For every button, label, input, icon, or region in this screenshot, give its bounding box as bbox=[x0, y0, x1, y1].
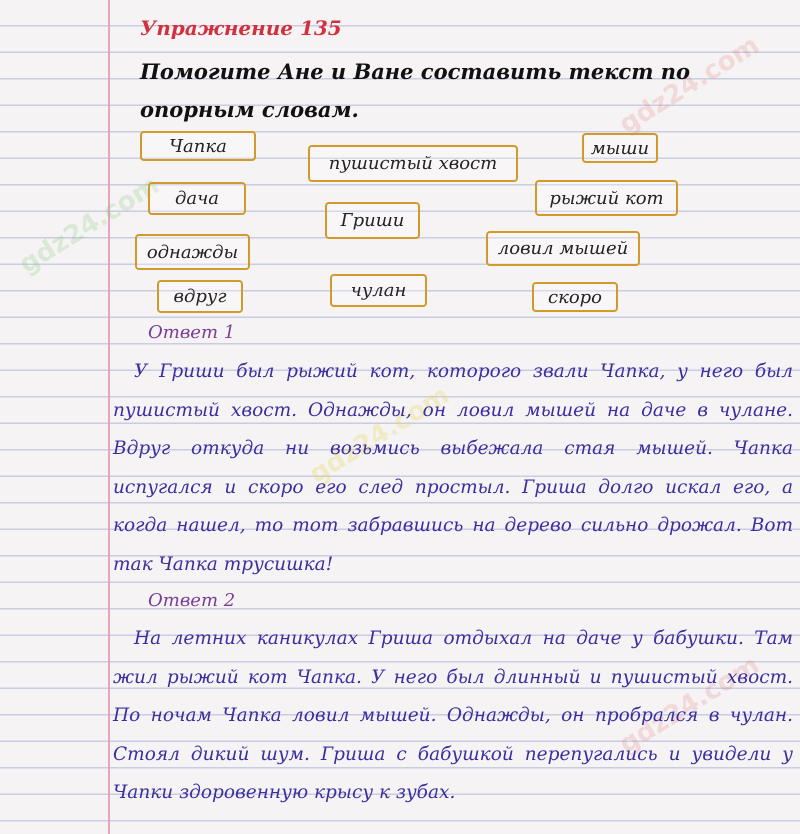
keyword-box: рыжий кот bbox=[535, 180, 678, 216]
keyword-box: вдруг bbox=[157, 280, 243, 313]
watermark: gdz24.com bbox=[14, 170, 165, 280]
exercise-title: Упражнение 135 bbox=[140, 16, 342, 40]
keyword-box: Чапка bbox=[140, 131, 256, 161]
keyword-box: мыши bbox=[582, 133, 658, 163]
keyword-box: ловил мышей bbox=[486, 231, 640, 266]
answer-2-label: Ответ 2 bbox=[148, 590, 236, 611]
watermark: gdz24.com bbox=[614, 650, 765, 760]
answer-1-text: У Гриши был рыжий кот, которого звали Чапка, у него был пушистый хвост. Однажды, он ловил мышей на даче в чулане. Вдруг откуда ни возьмись выбежала стая мышей. Чапка испугался и скоро его след простыл. Гриша долго искал его, а когда нашел, то тот забравшись на дерево сильно дрожал. Вот так Чапка трусишка! bbox=[113, 361, 793, 575]
keyword-box: скоро bbox=[532, 282, 618, 312]
keyword-box: Гриши bbox=[325, 202, 420, 239]
keyword-box: дача bbox=[148, 182, 246, 215]
exercise-task: Помогите Ане и Ване составить текст по опорным словам. bbox=[140, 59, 691, 122]
watermark: gdz24.com bbox=[304, 380, 455, 490]
answer-1-label: Ответ 1 bbox=[148, 322, 236, 343]
keyword-box: чулан bbox=[330, 274, 427, 307]
watermark: gdz24.com bbox=[614, 30, 765, 140]
answer-2-text: На летних каникулах Гриша отдыхал на даче у бабушки. Там жил рыжий кот Чапка. У него был длинный и пушистый хвост. По ночам Чапка ловил мышей. Однажды, он пробрался в чулан. Стоял дикий шум. Гриша с бабушкой перепугались и увидели у Чапки здоровенную крысу к зубах. bbox=[113, 628, 793, 803]
keyword-box: пушистый хвост bbox=[308, 145, 518, 182]
notebook-margin-line bbox=[108, 0, 110, 834]
keyword-box: однажды bbox=[135, 234, 250, 270]
